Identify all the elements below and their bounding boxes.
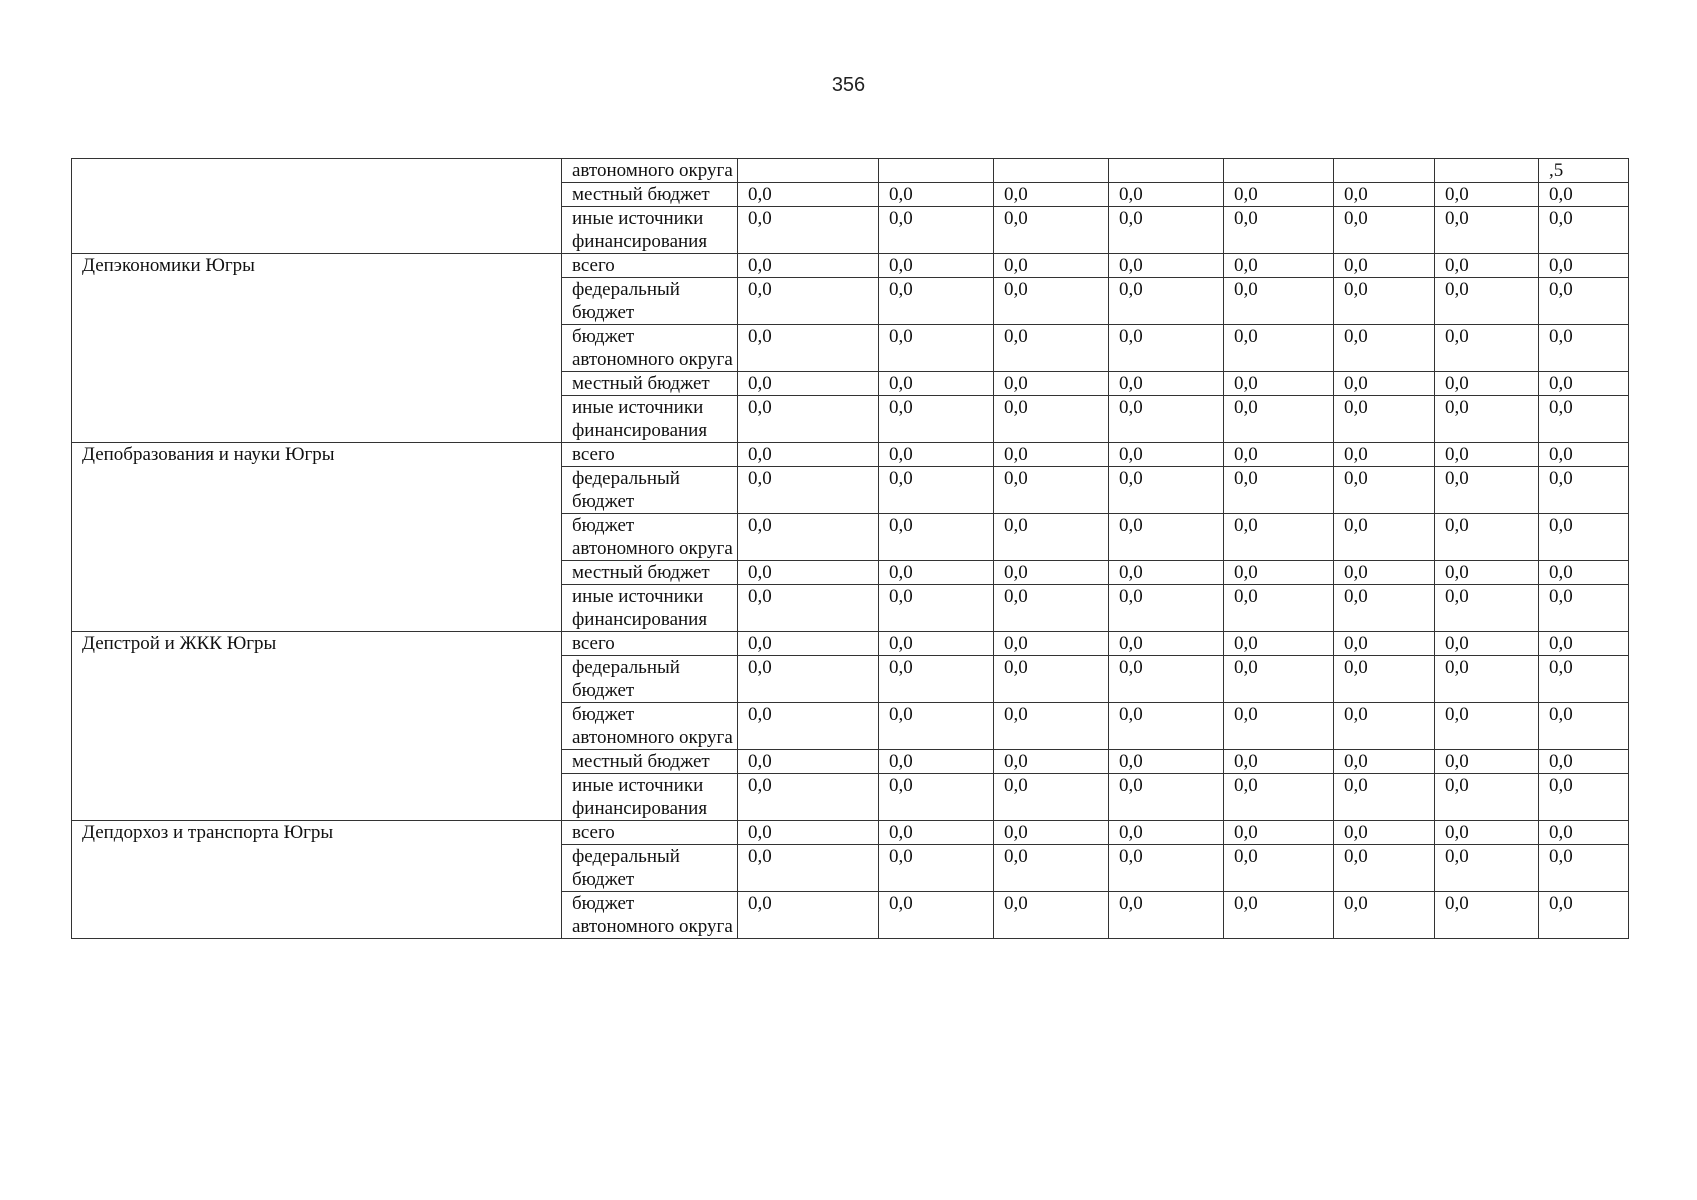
amount-cell: 0,0 [879, 514, 994, 561]
funding-source-cell: бюджет автономного округа [562, 703, 738, 750]
amount-cell: 0,0 [738, 467, 879, 514]
amount-cell: 0,0 [1224, 467, 1334, 514]
amount-cell: 0,0 [738, 207, 879, 254]
amount-cell: 0,0 [1539, 254, 1629, 278]
amount-cell: 0,0 [1539, 750, 1629, 774]
amount-cell: 0,0 [1224, 561, 1334, 585]
amount-cell: 0,0 [1435, 632, 1539, 656]
executor-name-cell: Депобразования и науки Югры [72, 443, 562, 632]
amount-cell: 0,0 [879, 372, 994, 396]
amount-cell: 0,0 [1224, 443, 1334, 467]
amount-cell: 0,0 [1334, 207, 1435, 254]
amount-cell: 0,0 [1109, 325, 1224, 372]
amount-cell: 0,0 [1334, 774, 1435, 821]
amount-cell: 0,0 [879, 183, 994, 207]
amount-cell: 0,0 [1224, 585, 1334, 632]
amount-cell: 0,0 [994, 774, 1109, 821]
amount-cell: 0,0 [994, 750, 1109, 774]
amount-cell: 0,0 [879, 750, 994, 774]
amount-cell: 0,0 [1109, 632, 1224, 656]
amount-cell: 0,0 [1334, 514, 1435, 561]
amount-cell: 0,0 [1435, 845, 1539, 892]
amount-cell: 0,0 [1539, 396, 1629, 443]
amount-cell: 0,0 [1109, 750, 1224, 774]
amount-cell: 0,0 [879, 585, 994, 632]
amount-cell: 0,0 [1109, 703, 1224, 750]
executor-name-cell: Депдорхоз и транспорта Югры [72, 821, 562, 939]
amount-cell: 0,0 [1109, 467, 1224, 514]
amount-cell: 0,0 [1435, 750, 1539, 774]
amount-cell: 0,0 [1334, 278, 1435, 325]
amount-cell: 0,0 [994, 183, 1109, 207]
amount-cell: 0,0 [1435, 467, 1539, 514]
amount-cell: 0,0 [994, 703, 1109, 750]
amount-cell: 0,0 [879, 278, 994, 325]
amount-cell: 0,0 [1109, 656, 1224, 703]
funding-source-cell: местный бюджет [562, 372, 738, 396]
amount-cell [738, 159, 879, 183]
amount-cell: 0,0 [1334, 703, 1435, 750]
amount-cell: 0,0 [1109, 892, 1224, 939]
amount-cell: 0,0 [738, 443, 879, 467]
amount-cell: 0,0 [738, 845, 879, 892]
funding-source-cell: всего [562, 632, 738, 656]
amount-cell: 0,0 [879, 254, 994, 278]
amount-cell: 0,0 [738, 821, 879, 845]
amount-cell: 0,0 [1334, 467, 1435, 514]
amount-cell: 0,0 [994, 845, 1109, 892]
budget-table [71, 158, 1629, 939]
amount-cell: 0,0 [1334, 254, 1435, 278]
page-number: 356 [831, 74, 866, 96]
amount-cell: 0,0 [994, 254, 1109, 278]
amount-cell: 0,0 [1109, 396, 1224, 443]
table-body [72, 159, 1629, 939]
amount-cell: 0,0 [994, 656, 1109, 703]
amount-cell: 0,0 [738, 254, 879, 278]
executor-name-cell: Депэкономики Югры [72, 254, 562, 443]
amount-cell: 0,0 [738, 183, 879, 207]
amount-cell: 0,0 [738, 561, 879, 585]
amount-cell: 0,0 [738, 372, 879, 396]
table-row [72, 159, 1629, 183]
amount-cell: 0,0 [1539, 325, 1629, 372]
amount-cell: 0,0 [1334, 750, 1435, 774]
amount-cell: 0,0 [1334, 372, 1435, 396]
amount-cell: 0,0 [738, 585, 879, 632]
table-row [72, 443, 1629, 467]
amount-cell: 0,0 [1224, 183, 1334, 207]
amount-cell: 0,0 [1539, 561, 1629, 585]
amount-cell: 0,0 [994, 514, 1109, 561]
amount-cell: 0,0 [1539, 183, 1629, 207]
amount-cell: 0,0 [1224, 656, 1334, 703]
amount-cell [1334, 159, 1435, 183]
executor-name-cell: Депстрой и ЖКК Югры [72, 632, 562, 821]
amount-cell: 0,0 [1109, 372, 1224, 396]
amount-cell: 0,0 [1334, 396, 1435, 443]
amount-cell: 0,0 [738, 750, 879, 774]
amount-cell: 0,0 [994, 372, 1109, 396]
amount-cell: 0,0 [1224, 774, 1334, 821]
amount-cell: 0,0 [1334, 443, 1435, 467]
amount-cell: 0,0 [1109, 774, 1224, 821]
funding-source-cell: иные источники финансирования [562, 207, 738, 254]
amount-cell: 0,0 [1109, 561, 1224, 585]
amount-cell: 0,0 [879, 561, 994, 585]
amount-cell: 0,0 [1435, 656, 1539, 703]
amount-cell: 0,0 [1109, 585, 1224, 632]
amount-cell: 0,0 [1224, 750, 1334, 774]
amount-cell: 0,0 [994, 443, 1109, 467]
amount-cell: 0,0 [879, 396, 994, 443]
amount-cell: 0,0 [1224, 514, 1334, 561]
amount-cell: 0,0 [879, 632, 994, 656]
amount-cell [1109, 159, 1224, 183]
funding-source-cell: местный бюджет [562, 561, 738, 585]
amount-cell: 0,0 [879, 892, 994, 939]
amount-cell: 0,0 [1334, 821, 1435, 845]
amount-cell: 0,0 [994, 396, 1109, 443]
amount-cell: 0,0 [1435, 703, 1539, 750]
amount-cell: 0,0 [1334, 892, 1435, 939]
amount-cell: 0,0 [879, 774, 994, 821]
funding-source-cell: бюджет автономного округа [562, 514, 738, 561]
amount-cell: 0,0 [738, 892, 879, 939]
amount-cell [879, 159, 994, 183]
amount-cell: 0,0 [1539, 774, 1629, 821]
amount-cell [994, 159, 1109, 183]
amount-cell: 0,0 [994, 821, 1109, 845]
amount-cell: 0,0 [1435, 372, 1539, 396]
amount-cell: 0,0 [1109, 278, 1224, 325]
amount-cell: 0,0 [1334, 183, 1435, 207]
amount-cell: 0,0 [1224, 703, 1334, 750]
amount-cell: 0,0 [879, 467, 994, 514]
amount-cell: 0,0 [1435, 254, 1539, 278]
amount-cell: 0,0 [738, 703, 879, 750]
amount-cell: 0,0 [1109, 514, 1224, 561]
amount-cell: 0,0 [1435, 325, 1539, 372]
funding-source-cell: иные источники финансирования [562, 774, 738, 821]
funding-source-cell: местный бюджет [562, 750, 738, 774]
amount-cell: 0,0 [1539, 703, 1629, 750]
amount-cell: 0,0 [879, 821, 994, 845]
amount-cell: 0,0 [1334, 585, 1435, 632]
amount-cell: 0,0 [1224, 845, 1334, 892]
funding-source-cell: федеральный бюджет [562, 656, 738, 703]
amount-cell: 0,0 [1435, 892, 1539, 939]
amount-cell: 0,0 [1109, 845, 1224, 892]
amount-cell: 0,0 [1109, 443, 1224, 467]
amount-cell: 0,0 [738, 325, 879, 372]
amount-cell: 0,0 [994, 892, 1109, 939]
amount-cell: 0,0 [994, 278, 1109, 325]
amount-cell: 0,0 [1435, 774, 1539, 821]
amount-cell: 0,0 [1334, 656, 1435, 703]
amount-cell: 0,0 [1435, 278, 1539, 325]
amount-cell: 0,0 [994, 561, 1109, 585]
funding-source-cell: всего [562, 254, 738, 278]
amount-cell: 0,0 [994, 585, 1109, 632]
funding-source-cell: иные источники финансирования [562, 585, 738, 632]
amount-cell: 0,0 [1334, 561, 1435, 585]
amount-cell: 0,0 [879, 325, 994, 372]
amount-cell: 0,0 [1539, 845, 1629, 892]
amount-cell: 0,0 [1539, 892, 1629, 939]
amount-cell: 0,0 [738, 278, 879, 325]
table-row [72, 821, 1629, 845]
amount-cell: 0,0 [1539, 585, 1629, 632]
amount-cell: 0,0 [1435, 207, 1539, 254]
amount-cell: 0,0 [1334, 325, 1435, 372]
amount-cell: 0,0 [1109, 183, 1224, 207]
amount-cell: 0,0 [1435, 514, 1539, 561]
amount-cell: 0,0 [1539, 467, 1629, 514]
table-row [72, 632, 1629, 656]
amount-cell: 0,0 [1224, 254, 1334, 278]
amount-cell: 0,0 [1539, 656, 1629, 703]
amount-cell: 0,0 [1539, 278, 1629, 325]
amount-cell: 0,0 [738, 774, 879, 821]
amount-cell: 0,0 [1224, 278, 1334, 325]
amount-cell: 0,0 [1224, 632, 1334, 656]
amount-cell: 0,0 [994, 207, 1109, 254]
funding-source-cell: федеральный бюджет [562, 467, 738, 514]
amount-cell: 0,0 [1109, 821, 1224, 845]
amount-cell: ,5 [1539, 159, 1629, 183]
amount-cell: 0,0 [994, 467, 1109, 514]
amount-cell: 0,0 [1539, 821, 1629, 845]
amount-cell: 0,0 [1224, 207, 1334, 254]
amount-cell: 0,0 [1539, 372, 1629, 396]
funding-source-cell: федеральный бюджет [562, 278, 738, 325]
funding-source-cell: иные источники финансирования [562, 396, 738, 443]
amount-cell [1435, 159, 1539, 183]
amount-cell: 0,0 [1334, 845, 1435, 892]
amount-cell: 0,0 [879, 845, 994, 892]
amount-cell: 0,0 [1224, 325, 1334, 372]
amount-cell: 0,0 [879, 443, 994, 467]
funding-source-cell: бюджет автономного округа [562, 325, 738, 372]
amount-cell: 0,0 [1435, 183, 1539, 207]
amount-cell: 0,0 [1435, 821, 1539, 845]
amount-cell: 0,0 [1435, 561, 1539, 585]
amount-cell: 0,0 [1539, 632, 1629, 656]
amount-cell: 0,0 [1109, 254, 1224, 278]
amount-cell: 0,0 [1224, 892, 1334, 939]
funding-source-cell: федеральный бюджет [562, 845, 738, 892]
amount-cell: 0,0 [1435, 585, 1539, 632]
amount-cell: 0,0 [1539, 514, 1629, 561]
amount-cell: 0,0 [1435, 396, 1539, 443]
amount-cell: 0,0 [738, 514, 879, 561]
executor-name-cell [72, 159, 562, 254]
amount-cell: 0,0 [1224, 821, 1334, 845]
amount-cell: 0,0 [879, 207, 994, 254]
amount-cell: 0,0 [1539, 443, 1629, 467]
amount-cell [1224, 159, 1334, 183]
amount-cell: 0,0 [738, 396, 879, 443]
amount-cell: 0,0 [1539, 207, 1629, 254]
funding-source-cell: всего [562, 443, 738, 467]
amount-cell: 0,0 [994, 325, 1109, 372]
amount-cell: 0,0 [1224, 372, 1334, 396]
funding-source-cell: автономного округа [562, 159, 738, 183]
amount-cell: 0,0 [738, 632, 879, 656]
amount-cell: 0,0 [1109, 207, 1224, 254]
amount-cell: 0,0 [879, 656, 994, 703]
amount-cell: 0,0 [1224, 396, 1334, 443]
amount-cell: 0,0 [994, 632, 1109, 656]
amount-cell: 0,0 [1435, 443, 1539, 467]
amount-cell: 0,0 [879, 703, 994, 750]
amount-cell: 0,0 [738, 656, 879, 703]
funding-source-cell: местный бюджет [562, 183, 738, 207]
funding-source-cell: бюджет автономного округа [562, 892, 738, 939]
table-row [72, 254, 1629, 278]
funding-source-cell: всего [562, 821, 738, 845]
amount-cell: 0,0 [1334, 632, 1435, 656]
